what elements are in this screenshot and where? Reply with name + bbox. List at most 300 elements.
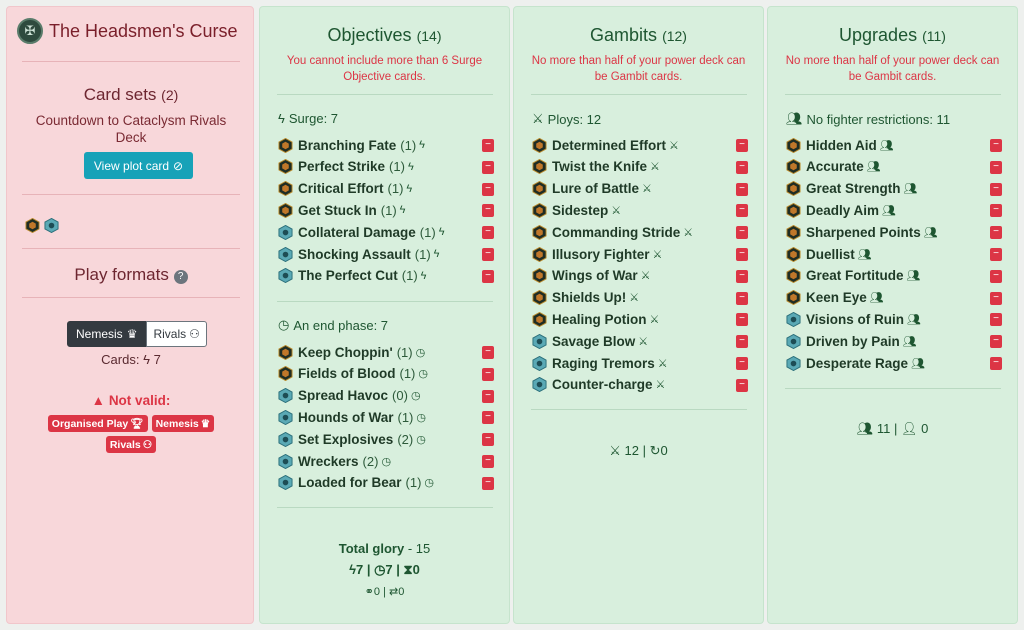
sword-icon: ⚔ xyxy=(683,226,694,239)
card-name[interactable]: Lure of Battle xyxy=(552,181,640,197)
card-glory: (1) xyxy=(414,246,431,262)
card-row[interactable] xyxy=(278,135,494,155)
objectives-warning: You cannot include more than 6 Surge Objective cards. xyxy=(286,55,483,83)
sword-icon: ⚔ xyxy=(629,292,640,305)
objective-type-counts: ϟ7 | ◷7 | ⧗0 xyxy=(349,562,420,577)
rivals-set-icon[interactable] xyxy=(44,218,59,233)
card-row[interactable] xyxy=(278,473,494,493)
card-name[interactable]: Determined Effort xyxy=(552,137,667,153)
ploys-group-heading xyxy=(532,111,601,127)
card-name[interactable]: Hidden Aid xyxy=(806,137,877,153)
card-row[interactable] xyxy=(532,353,748,373)
remove-card-button[interactable]: − xyxy=(482,346,494,359)
third-count: 0 xyxy=(412,562,420,577)
gambits-title: Gambits xyxy=(590,25,658,45)
format-rivals-button[interactable] xyxy=(146,321,206,347)
countdown-set-icon[interactable] xyxy=(25,218,40,233)
card-row[interactable] xyxy=(278,386,494,406)
card-row[interactable] xyxy=(532,200,748,220)
card-row[interactable] xyxy=(278,179,494,199)
clock-icon: ◷ xyxy=(410,390,421,403)
card-name[interactable]: Deadly Aim xyxy=(806,202,880,218)
remove-card-button[interactable]: − xyxy=(990,270,1002,283)
rivals-set-icon xyxy=(532,356,547,371)
badge-rivals xyxy=(106,436,156,453)
sword-icon: ⚔ xyxy=(655,379,666,392)
users-icon: 👥︎ xyxy=(906,270,921,283)
card-name[interactable]: Twist the Knife xyxy=(552,159,648,175)
card-name[interactable]: Visions of Ruin xyxy=(806,311,905,327)
card-name[interactable]: Driven by Pain xyxy=(806,333,900,349)
card-name[interactable]: Savage Blow xyxy=(552,333,636,349)
divider xyxy=(277,507,493,508)
card-name[interactable]: Duellist xyxy=(806,246,855,262)
medal-icon: ⚇ xyxy=(142,438,153,451)
surge-group-heading xyxy=(278,111,338,126)
link-icon: ⚭ xyxy=(364,586,374,598)
total-glory xyxy=(260,541,509,556)
surge-count: 7 xyxy=(355,562,364,577)
countdown-set-icon xyxy=(278,159,293,174)
card-name[interactable]: Get Stuck In xyxy=(298,202,377,218)
card-name[interactable]: Keep Choppin' xyxy=(298,344,393,360)
countdown-set-icon xyxy=(278,345,293,360)
card-row[interactable] xyxy=(278,429,494,449)
card-glory: (1) xyxy=(389,159,405,175)
warning-icon: ▲ xyxy=(91,393,106,408)
remove-card-button[interactable]: − xyxy=(482,248,494,261)
remove-card-button[interactable]: − xyxy=(990,335,1002,348)
no-restriction-group-label: No fighter restrictions: 11 xyxy=(806,111,951,127)
countdown-set-icon xyxy=(278,203,293,218)
card-name[interactable]: Fields of Blood xyxy=(298,366,396,382)
card-name[interactable]: Hounds of War xyxy=(298,409,394,425)
help-icon[interactable]: ? xyxy=(174,270,188,284)
gambits-count: (12) xyxy=(662,28,687,44)
card-name[interactable]: Shocking Assault xyxy=(298,246,411,262)
sword-icon: ⚔ xyxy=(669,139,679,152)
countdown-set-icon xyxy=(532,225,547,240)
remove-card-button[interactable]: − xyxy=(736,270,748,283)
card-row[interactable] xyxy=(786,157,1002,177)
card-name[interactable]: Shields Up! xyxy=(552,290,627,306)
card-row[interactable] xyxy=(532,244,748,264)
users-icon: 👥︎ xyxy=(856,421,874,436)
swap-count: 0 xyxy=(398,586,405,598)
end-phase-group-label: An end phase: 7 xyxy=(293,317,389,333)
remove-card-button[interactable]: − xyxy=(482,368,494,381)
sword-icon: ⚔ xyxy=(638,335,649,348)
ploy-count: 12 xyxy=(624,443,639,458)
remove-card-button[interactable]: − xyxy=(482,204,494,217)
sword-icon: ⚔ xyxy=(642,183,652,196)
bolt-icon: ϟ xyxy=(406,182,413,195)
divider xyxy=(531,409,747,410)
users-icon: 👥︎ xyxy=(902,335,917,348)
card-row[interactable] xyxy=(532,222,748,242)
link-count: 0 xyxy=(373,586,380,598)
card-row[interactable] xyxy=(786,135,1002,155)
divider xyxy=(22,61,240,62)
gambits-warning: No more than half of your power deck can be Gambit cards. xyxy=(531,55,746,83)
remove-card-button[interactable]: − xyxy=(482,433,494,446)
countdown-set-icon xyxy=(532,181,547,196)
trophy-icon: 🏆︎ xyxy=(130,418,144,430)
invalid-formats-row xyxy=(7,415,255,432)
remove-card-button[interactable]: − xyxy=(990,183,1002,196)
card-name[interactable]: Great Fortitude xyxy=(806,268,904,284)
sword-icon: ⚔ xyxy=(650,161,660,174)
gambit-type-counts: ⚔ 12 | ↻0 xyxy=(609,443,668,458)
swap-icon: ⇄ xyxy=(388,586,399,598)
remove-card-button[interactable]: − xyxy=(736,183,748,196)
badge-label: Organised Play xyxy=(51,417,129,430)
sword-icon: ⚔ xyxy=(611,204,622,217)
countdown-set-icon xyxy=(532,203,547,218)
countdown-set-icon xyxy=(786,225,801,240)
card-glory: (1) xyxy=(400,137,417,153)
card-row[interactable] xyxy=(532,288,748,308)
card-row[interactable] xyxy=(532,331,748,351)
remove-card-button[interactable]: − xyxy=(990,313,1002,326)
users-icon: 👥︎ xyxy=(786,111,803,126)
card-row[interactable] xyxy=(532,135,748,155)
bolt-icon: ϟ xyxy=(143,352,150,367)
card-row[interactable] xyxy=(532,179,748,199)
rivals-set-icon xyxy=(532,377,547,392)
clock-icon: ◷ xyxy=(381,455,392,468)
badge-nemesis xyxy=(152,415,215,432)
card-name[interactable]: Sidestep xyxy=(552,202,609,218)
cards-count-value: 7 xyxy=(153,352,161,367)
rivals-set-icon xyxy=(278,225,293,240)
card-row[interactable] xyxy=(786,244,1002,264)
countdown-set-icon xyxy=(532,159,547,174)
bolt-icon: ϟ xyxy=(399,204,406,217)
bolt-icon: ϟ xyxy=(278,111,285,126)
card-glory: (1) xyxy=(399,366,416,382)
play-formats-label: Play formats xyxy=(74,265,169,284)
card-row[interactable] xyxy=(278,157,494,177)
countdown-set-icon xyxy=(278,181,293,196)
view-plot-card-label: View plot card xyxy=(93,158,170,173)
sword-icon: ⚔ xyxy=(652,248,663,261)
objectives-count: (14) xyxy=(416,28,442,44)
card-row[interactable] xyxy=(786,222,1002,242)
clock-icon: ◷ xyxy=(416,433,426,446)
validity-label: Not valid: xyxy=(108,393,171,408)
card-row[interactable] xyxy=(786,331,1002,351)
cards-count-label: Cards: xyxy=(101,352,140,367)
objectives-title: Objectives xyxy=(327,25,412,45)
countdown-set-icon xyxy=(532,312,547,327)
badge-label: Nemesis xyxy=(155,417,199,430)
card-glory: (1) xyxy=(405,475,422,491)
users-icon: 👥︎ xyxy=(869,292,884,305)
compass-icon: ⊘ xyxy=(173,158,184,173)
countdown-set-icon xyxy=(786,138,801,153)
deck-title-text: The Headsmen's Curse xyxy=(49,20,238,41)
format-rivals-label: Rivals xyxy=(153,327,187,341)
card-name[interactable]: Critical Effort xyxy=(298,181,384,197)
remove-card-button[interactable]: − xyxy=(990,357,1002,370)
card-name[interactable]: Wreckers xyxy=(298,453,359,469)
hourglass-icon: ⧗ xyxy=(403,562,413,577)
users-icon: 👥︎ xyxy=(882,204,896,217)
remove-card-button[interactable]: − xyxy=(482,161,494,174)
format-nemesis-label: Nemesis xyxy=(76,327,123,341)
cards-count xyxy=(7,352,255,367)
clock-icon: ◷ xyxy=(416,411,426,424)
view-plot-card-button[interactable] xyxy=(84,152,193,179)
countdown-set-icon xyxy=(786,159,801,174)
crown-icon: ♛ xyxy=(200,417,211,430)
card-row[interactable] xyxy=(278,451,494,471)
countdown-set-icon xyxy=(532,138,547,153)
bolt-icon: ϟ xyxy=(407,160,414,173)
remove-card-button[interactable]: − xyxy=(990,226,1002,239)
gambits-panel xyxy=(513,6,764,624)
card-name[interactable]: Branching Fate xyxy=(298,137,397,153)
end-count: 7 xyxy=(385,562,393,577)
sword-icon: ⚔ xyxy=(657,357,668,370)
ploys-group-label: Ploys: 12 xyxy=(547,111,602,127)
users-icon: 👥︎ xyxy=(923,226,938,239)
card-glory: (1) xyxy=(396,344,413,360)
clock-icon: ◷ xyxy=(278,317,290,332)
card-row[interactable] xyxy=(278,364,494,384)
sword-icon: ⚔ xyxy=(532,111,544,126)
remove-card-button[interactable]: − xyxy=(990,139,1002,152)
card-glory: (1) xyxy=(387,181,404,197)
card-glory: (2) xyxy=(397,431,414,447)
card-name[interactable]: Collateral Damage xyxy=(298,224,416,240)
card-row[interactable] xyxy=(532,375,748,395)
play-formats-heading xyxy=(7,265,255,285)
remove-card-button[interactable]: − xyxy=(736,248,748,261)
card-name[interactable]: Healing Potion xyxy=(552,311,647,327)
remove-card-button[interactable]: − xyxy=(736,335,748,348)
countdown-set-icon xyxy=(532,247,547,262)
card-sets-count: (2) xyxy=(161,87,179,103)
card-glory: (0) xyxy=(392,388,408,404)
users-icon: 👥︎ xyxy=(903,183,918,196)
clock-icon: ◷ xyxy=(418,368,428,381)
card-name[interactable]: Perfect Strike xyxy=(298,159,386,175)
upgrades-heading xyxy=(768,25,1017,46)
spell-icon: ↻ xyxy=(649,443,661,458)
card-row[interactable] xyxy=(278,200,494,220)
remove-card-button[interactable]: − xyxy=(990,292,1002,305)
end-phase-group-heading xyxy=(278,317,388,333)
remove-card-button[interactable]: − xyxy=(736,292,748,305)
card-row[interactable] xyxy=(278,222,494,242)
card-name[interactable]: Accurate xyxy=(806,159,864,175)
badge-organised-play xyxy=(48,415,148,432)
card-row[interactable] xyxy=(786,353,1002,373)
card-glory: (1) xyxy=(419,224,436,240)
sword-icon: ⚔ xyxy=(649,313,660,326)
remove-card-button[interactable]: − xyxy=(990,161,1002,174)
countdown-set-icon xyxy=(532,290,547,305)
restricted-upgrade-count: 0 xyxy=(921,421,929,436)
card-glory: (1) xyxy=(397,409,414,425)
bolt-icon: ϟ xyxy=(349,562,356,577)
card-row[interactable] xyxy=(278,407,494,427)
users-icon: 👥︎ xyxy=(866,161,881,174)
card-sets-label: Card sets xyxy=(83,85,157,104)
card-name[interactable]: Commanding Stride xyxy=(552,224,681,240)
users-icon: 👥︎ xyxy=(857,248,872,261)
objectives-panel xyxy=(259,6,510,624)
card-set-name: Countdown to Cataclysm Rivals Deck xyxy=(35,113,227,145)
clock-icon: ◷ xyxy=(424,477,435,490)
sword-icon: ⚔ xyxy=(640,270,651,283)
rivals-set-icon xyxy=(278,247,293,262)
card-row[interactable] xyxy=(786,288,1002,308)
users-icon: 👥︎ xyxy=(911,357,926,370)
countdown-set-icon xyxy=(786,181,801,196)
remove-card-button[interactable]: − xyxy=(736,226,748,239)
card-row[interactable] xyxy=(532,157,748,177)
divider xyxy=(22,248,240,249)
card-name[interactable]: Sharpened Points xyxy=(806,224,921,240)
card-name[interactable]: Counter-charge xyxy=(552,377,653,393)
remove-card-button[interactable]: − xyxy=(482,390,494,403)
remove-card-button[interactable]: − xyxy=(482,226,494,239)
remove-card-button[interactable]: − xyxy=(482,455,494,468)
countdown-set-icon xyxy=(786,290,801,305)
divider xyxy=(785,94,1001,95)
countdown-set-icon xyxy=(786,247,801,262)
total-glory-value: - 15 xyxy=(407,541,431,556)
surge-group-label: Surge: 7 xyxy=(288,111,339,126)
card-glory: (1) xyxy=(380,202,397,218)
rivals-set-icon xyxy=(532,334,547,349)
upgrades-warning: No more than half of your power deck can be Gambit cards. xyxy=(785,55,1000,83)
countdown-set-icon xyxy=(786,203,801,218)
upgrades-panel xyxy=(767,6,1018,624)
card-name[interactable]: The Perfect Cut xyxy=(298,268,398,284)
clock-icon: ◷ xyxy=(415,346,426,359)
users-icon: 👥︎ xyxy=(879,139,894,152)
remove-card-button[interactable]: − xyxy=(990,204,1002,217)
remove-card-button[interactable]: − xyxy=(482,270,494,283)
card-name[interactable]: Great Strength xyxy=(806,181,901,197)
clock-icon: ◷ xyxy=(374,562,386,577)
rivals-set-icon xyxy=(278,432,293,447)
rivals-set-icon xyxy=(786,356,801,371)
upgrades-count: (11) xyxy=(922,28,946,44)
users-icon: 👥︎ xyxy=(907,313,921,326)
deck-info-panel xyxy=(6,6,254,624)
medal-icon: ⚇ xyxy=(189,327,200,341)
crown-icon: ♛ xyxy=(126,327,138,341)
card-name[interactable]: Spread Havoc xyxy=(298,388,389,404)
set-icons xyxy=(25,218,59,233)
card-row[interactable] xyxy=(786,266,1002,286)
general-upgrade-count: 11 xyxy=(876,421,891,436)
remove-card-button[interactable]: − xyxy=(736,139,748,152)
total-glory-label: Total glory xyxy=(338,541,405,556)
rivals-set-icon xyxy=(278,268,293,283)
countdown-set-icon xyxy=(532,268,547,283)
card-name[interactable]: Raging Tremors xyxy=(552,355,655,371)
rivals-set-icon xyxy=(786,312,801,327)
card-row[interactable] xyxy=(278,244,494,264)
card-name[interactable]: Keen Eye xyxy=(806,290,867,306)
gambits-heading xyxy=(514,25,763,46)
user-restricted-icon: 👤︎ xyxy=(900,421,918,436)
play-format-toggle xyxy=(67,321,207,347)
remove-card-button[interactable]: − xyxy=(736,313,748,326)
card-row[interactable] xyxy=(786,179,1002,199)
sword-icon: ⚔ xyxy=(609,443,621,458)
upgrades-title: Upgrades xyxy=(839,25,918,45)
warband-icon: ✠ xyxy=(17,18,43,44)
card-name[interactable]: Desperate Rage xyxy=(806,355,909,371)
remove-card-button[interactable]: − xyxy=(482,183,494,196)
divider xyxy=(277,301,493,302)
upgrade-type-counts: 👥︎ 11 | 👤︎ 0 xyxy=(856,421,929,436)
divider xyxy=(22,194,240,195)
card-name[interactable]: Wings of War xyxy=(552,268,638,284)
remove-card-button[interactable]: − xyxy=(990,248,1002,261)
bolt-icon: ϟ xyxy=(438,226,445,239)
bolt-icon: ϟ xyxy=(419,139,425,151)
divider xyxy=(785,388,1001,389)
rivals-set-icon xyxy=(786,334,801,349)
card-name[interactable]: Illusory Fighter xyxy=(552,246,650,262)
remove-card-button[interactable]: − xyxy=(736,357,748,370)
no-restriction-group-heading xyxy=(786,111,950,127)
remove-card-button[interactable]: − xyxy=(482,477,494,490)
invalid-formats-row-2 xyxy=(7,436,255,453)
card-row[interactable] xyxy=(532,309,748,329)
badge-label: Rivals xyxy=(109,438,141,451)
card-row[interactable] xyxy=(786,200,1002,220)
card-row[interactable] xyxy=(278,266,494,286)
countdown-set-icon xyxy=(278,366,293,381)
remove-card-button[interactable]: − xyxy=(736,204,748,217)
card-name[interactable]: Set Explosives xyxy=(298,431,394,447)
remove-card-button[interactable]: − xyxy=(482,139,494,152)
validity-status xyxy=(7,393,255,408)
rivals-set-icon xyxy=(278,410,293,425)
bolt-icon: ϟ xyxy=(420,269,427,282)
objective-extra-counts: ⚭0 | ⇄0 xyxy=(364,586,405,598)
format-nemesis-button[interactable] xyxy=(67,321,146,347)
divider xyxy=(22,297,240,298)
divider xyxy=(531,94,747,95)
remove-card-button[interactable]: − xyxy=(482,411,494,424)
rivals-set-icon xyxy=(278,388,293,403)
spell-count: 0 xyxy=(660,443,668,458)
rivals-set-icon xyxy=(278,475,293,490)
card-row[interactable] xyxy=(786,309,1002,329)
remove-card-button[interactable]: − xyxy=(736,161,748,174)
card-name[interactable]: Loaded for Bear xyxy=(298,475,402,491)
card-row[interactable] xyxy=(532,266,748,286)
objectives-heading xyxy=(260,25,509,46)
card-glory: (2) xyxy=(362,453,379,469)
remove-card-button[interactable]: − xyxy=(736,379,748,392)
bolt-icon: ϟ xyxy=(433,248,440,260)
rivals-set-icon xyxy=(278,454,293,469)
countdown-set-icon xyxy=(278,138,293,153)
card-row[interactable] xyxy=(278,342,494,362)
card-sets-heading xyxy=(7,85,255,105)
